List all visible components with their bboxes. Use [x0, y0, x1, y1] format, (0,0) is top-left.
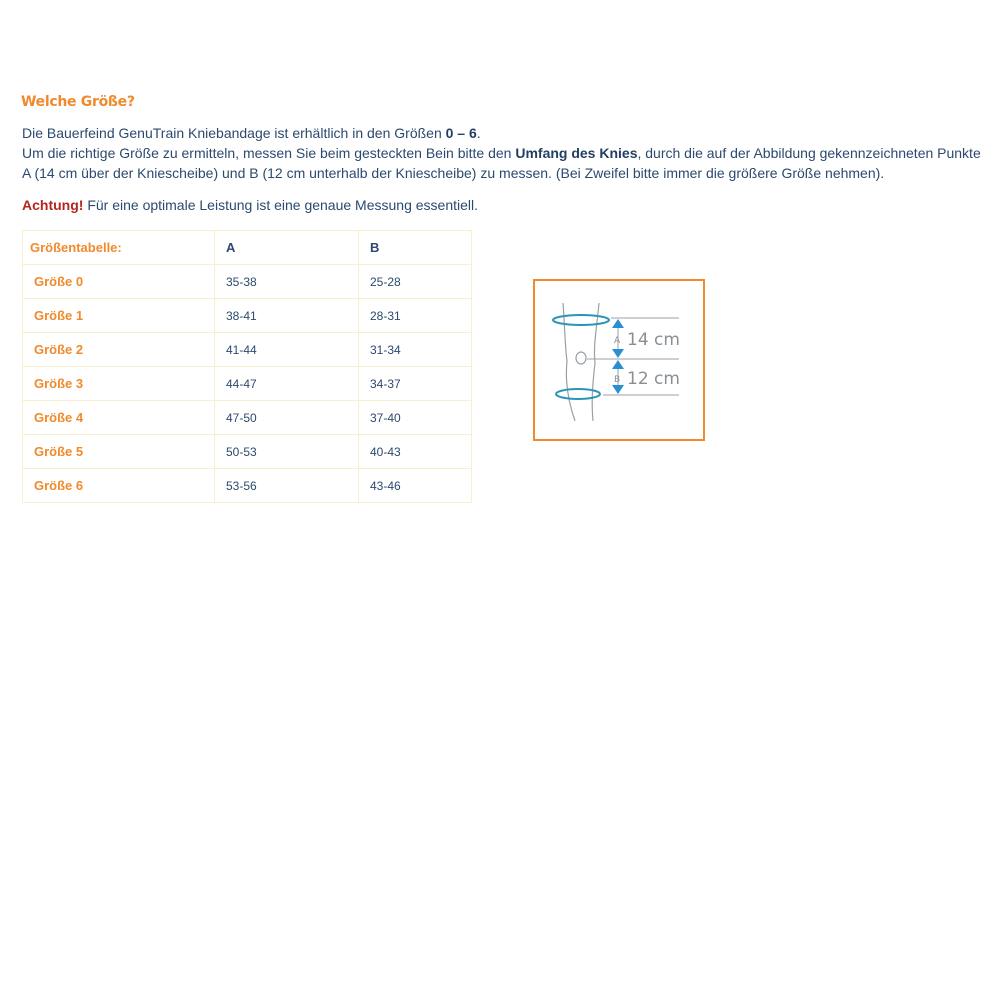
arrow-down-icon — [612, 385, 624, 394]
warning-label: Achtung! — [22, 197, 84, 213]
column-header-a: A — [215, 231, 359, 265]
leg-outline-right — [592, 303, 599, 421]
warning-message: Für eine optimale Leistung ist eine genaue Messung essentiell. — [83, 197, 479, 213]
diagram-label-a: A — [614, 336, 621, 346]
size-label: Größe 4 — [23, 401, 215, 435]
value-b: 25-28 — [359, 265, 472, 299]
value-a: 38-41 — [215, 299, 359, 333]
value-a: 44-47 — [215, 367, 359, 401]
value-b: 31-34 — [359, 333, 472, 367]
table-row — [23, 435, 472, 469]
value-b: 43-46 — [359, 469, 472, 503]
diagram-measure-a: 14 cm — [627, 330, 680, 350]
intro-line2-prefix: Um die richtige Größe zu ermitteln, messen Sie beim gesteckten Bein bitte den — [22, 145, 516, 161]
value-b: 34-37 — [359, 367, 472, 401]
intro-line1-suffix: . — [476, 125, 481, 141]
value-b: 37-40 — [359, 401, 472, 435]
page-title: Welche Größe? — [21, 94, 135, 110]
size-label: Größe 2 — [23, 333, 215, 367]
value-a: 53-56 — [215, 469, 359, 503]
table-row — [23, 401, 472, 435]
table-row — [23, 367, 472, 401]
ring-a — [553, 315, 609, 325]
warning-text — [22, 195, 478, 215]
size-label: Größe 1 — [23, 299, 215, 333]
size-label: Größe 6 — [23, 469, 215, 503]
table-row — [23, 265, 472, 299]
size-range: 0 – 6 — [445, 125, 477, 141]
size-label: Größe 0 — [23, 265, 215, 299]
arrow-down-icon — [612, 349, 624, 358]
size-table-title: Größentabelle: — [23, 231, 215, 265]
arrow-up-icon — [612, 360, 624, 369]
value-a: 35-38 — [215, 265, 359, 299]
arrow-up-icon — [612, 319, 624, 328]
knee-measurement-diagram — [533, 279, 705, 441]
knee-illustration — [535, 281, 703, 439]
intro-line1-prefix: Die Bauerfeind GenuTrain Kniebandage ist erhältlich in den Größen — [22, 125, 446, 141]
ring-b — [556, 389, 600, 399]
value-a: 41-44 — [215, 333, 359, 367]
table-row — [23, 469, 472, 503]
intro-line2-suffix: , durch die auf der Abbildung gekennzeichneten Punkte A (14 cm über der Kniescheibe) und B (12 cm unterhalb der Kniescheibe) zu messen. (Bei Zweifel bitte immer die größere Größe nehmen). — [22, 145, 981, 181]
size-label: Größe 5 — [23, 435, 215, 469]
table-header-row — [23, 231, 472, 265]
diagram-label-b: B — [614, 375, 621, 385]
knee-circumference-emphasis: Umfang des Knies — [515, 145, 638, 161]
value-b: 28-31 — [359, 299, 472, 333]
table-row — [23, 333, 472, 367]
leg-outline-left — [563, 303, 575, 421]
size-table — [22, 230, 472, 503]
value-a: 50-53 — [215, 435, 359, 469]
table-row — [23, 299, 472, 333]
intro-text — [22, 123, 982, 183]
size-label: Größe 3 — [23, 367, 215, 401]
value-b: 40-43 — [359, 435, 472, 469]
column-header-b: B — [359, 231, 472, 265]
value-a: 47-50 — [215, 401, 359, 435]
diagram-measure-b: 12 cm — [627, 369, 680, 389]
kneecap-icon — [576, 352, 586, 364]
